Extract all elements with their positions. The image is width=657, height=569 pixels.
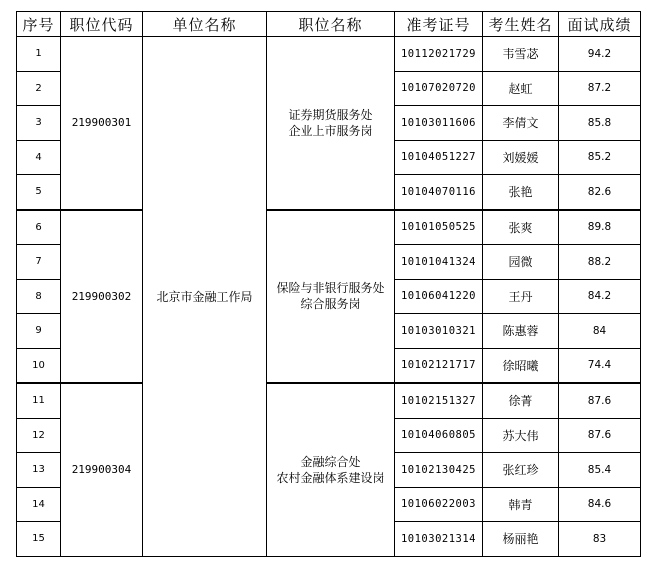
- serial-no: 5: [17, 175, 61, 210]
- ticket-number: 10101050525: [395, 210, 483, 245]
- header-position-name: 职位名称: [267, 12, 395, 37]
- position-name: [267, 210, 395, 384]
- interview-score: 87.2: [559, 71, 641, 106]
- interview-score: 83: [559, 522, 641, 557]
- serial-no: 13: [17, 453, 61, 488]
- position-code: 219900301: [61, 37, 143, 210]
- ticket-number: 10102130425: [395, 453, 483, 488]
- candidate-name: 园微: [483, 245, 559, 280]
- interview-score: 88.2: [559, 245, 641, 280]
- unit-name: 北京市金融工作局: [143, 37, 267, 557]
- header-serial-no: 序号: [17, 12, 61, 37]
- interview-score: 85.4: [559, 453, 641, 488]
- interview-score: 87.6: [559, 418, 641, 453]
- candidate-name: 杨丽艳: [483, 522, 559, 557]
- ticket-number: 10104060805: [395, 418, 483, 453]
- position-name: [267, 37, 395, 210]
- candidate-name: 韦雪苾: [483, 37, 559, 72]
- ticket-number: 10104070116: [395, 175, 483, 210]
- interview-score: 85.8: [559, 106, 641, 141]
- interview-score: 74.4: [559, 348, 641, 383]
- interview-score: 89.8: [559, 210, 641, 245]
- position-name: [267, 383, 395, 556]
- interview-score: 87.6: [559, 383, 641, 418]
- serial-no: 8: [17, 279, 61, 314]
- ticket-number: 10102151327: [395, 383, 483, 418]
- serial-no: 4: [17, 140, 61, 175]
- position-name-line: 综合服务岗: [300, 297, 361, 312]
- position-name-line: 证券期货服务处: [288, 107, 373, 122]
- candidate-name: 苏大伟: [483, 418, 559, 453]
- table-row: [17, 210, 641, 245]
- candidate-name: 张红珍: [483, 453, 559, 488]
- serial-no: 12: [17, 418, 61, 453]
- ticket-number: 10103011606: [395, 106, 483, 141]
- serial-no: 3: [17, 106, 61, 141]
- ticket-number: 10106041220: [395, 279, 483, 314]
- candidate-name: 刘媛媛: [483, 140, 559, 175]
- serial-no: 1: [17, 37, 61, 72]
- table-row: [17, 37, 641, 72]
- candidate-name: 徐昭曦: [483, 348, 559, 383]
- ticket-number: 10103021314: [395, 522, 483, 557]
- position-name-line: 金融综合处: [300, 454, 361, 469]
- candidate-name: 张艳: [483, 175, 559, 210]
- candidate-name: 徐菁: [483, 383, 559, 418]
- table-row: [17, 383, 641, 418]
- candidate-name: 赵虹: [483, 71, 559, 106]
- candidate-name: 张爽: [483, 210, 559, 245]
- ticket-number: 10102121717: [395, 348, 483, 383]
- serial-no: 11: [17, 383, 61, 418]
- ticket-number: 10101041324: [395, 245, 483, 280]
- ticket-number: 10112021729: [395, 37, 483, 72]
- ticket-number: 10106022003: [395, 487, 483, 522]
- candidate-name: 陈惠蓉: [483, 314, 559, 349]
- header-row: [17, 12, 641, 37]
- position-name-line: 农村金融体系建设岗: [276, 470, 385, 485]
- candidate-name: 李倩文: [483, 106, 559, 141]
- ticket-number: 10104051227: [395, 140, 483, 175]
- serial-no: 15: [17, 522, 61, 557]
- header-unit-name: 单位名称: [143, 12, 267, 37]
- position-code: 219900302: [61, 210, 143, 384]
- interview-score: 84.2: [559, 279, 641, 314]
- ticket-number: 10103010321: [395, 314, 483, 349]
- interview-score: 82.6: [559, 175, 641, 210]
- header-interview-score: 面试成绩: [559, 12, 641, 37]
- header-position-code: 职位代码: [61, 12, 143, 37]
- position-name-line: 企业上市服务岗: [288, 123, 373, 138]
- serial-no: 14: [17, 487, 61, 522]
- ticket-number: 10107020720: [395, 71, 483, 106]
- position-code: 219900304: [61, 383, 143, 556]
- serial-no: 9: [17, 314, 61, 349]
- serial-no: 7: [17, 245, 61, 280]
- header-ticket-number: 准考证号: [395, 12, 483, 37]
- position-name-line: 保险与非银行服务处: [276, 281, 385, 296]
- interview-score: 85.2: [559, 140, 641, 175]
- interview-score: 94.2: [559, 37, 641, 72]
- serial-no: 6: [17, 210, 61, 245]
- serial-no: 2: [17, 71, 61, 106]
- candidate-name: 王丹: [483, 279, 559, 314]
- candidate-name: 韩青: [483, 487, 559, 522]
- interview-score: 84.6: [559, 487, 641, 522]
- results-table: [16, 11, 641, 557]
- interview-score: 84: [559, 314, 641, 349]
- serial-no: 10: [17, 348, 61, 383]
- header-candidate-name: 考生姓名: [483, 12, 559, 37]
